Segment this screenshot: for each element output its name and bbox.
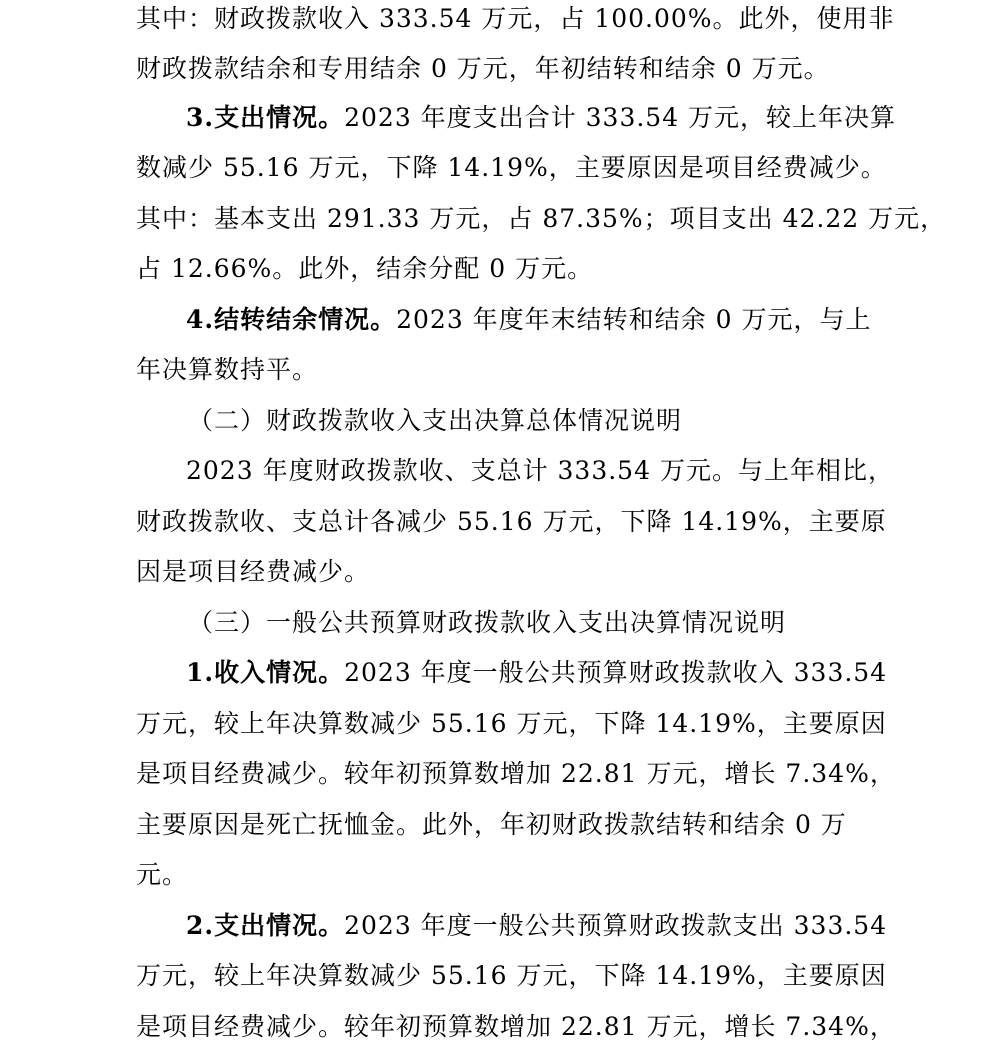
paragraph-line: 是项目经费减少。较年初预算数增加 22.81 万元，增长 7.34%， — [136, 1012, 896, 1041]
paragraph-line: 年决算数持平。 — [136, 355, 319, 384]
subsection-title: （三）一般公共预算财政拨款收入支出决算情况说明 — [188, 608, 787, 637]
paragraph-line: 财政拨款结余和专用结余 0 万元，年初结转和结余 0 万元。 — [136, 54, 830, 83]
paragraph-line: 万元，较上年决算数减少 55.16 万元，下降 14.19%，主要原因 — [136, 709, 887, 738]
paragraph-line: 是项目经费减少。较年初预算数增加 22.81 万元，增长 7.34%， — [136, 759, 896, 788]
section-heading: 4.结转结余情况。 — [186, 305, 397, 334]
section-line — [186, 303, 871, 337]
paragraph-line: 元。 — [136, 860, 189, 889]
section-text: 2023 年度年末结转和结余 0 万元，与上 — [396, 305, 872, 334]
paragraph-line: 占 12.66%。此外，结余分配 0 万元。 — [136, 254, 594, 283]
paragraph-line: 其中：基本支出 291.33 万元，占 87.35%；项目支出 42.22 万元， — [136, 204, 947, 233]
paragraph-line: 其中：财政拨款收入 333.54 万元，占 100.00%。此外，使用非 — [136, 4, 895, 33]
section-heading: 3.支出情况。 — [186, 103, 345, 132]
subsection-title: （二）财政拨款收入支出决算总体情况说明 — [188, 406, 683, 435]
paragraph-line: 数减少 55.16 万元，下降 14.19%，主要原因是项目经费减少。 — [136, 153, 887, 182]
section-heading: 2.支出情况。 — [186, 911, 345, 940]
paragraph-line: 万元，较上年决算数减少 55.16 万元，下降 14.19%，主要原因 — [136, 961, 887, 990]
section-text: 2023 年度支出合计 333.54 万元，较上年决算 — [344, 103, 897, 132]
paragraph-line: 主要原因是死亡抚恤金。此外，年初财政拨款结转和结余 0 万 — [136, 810, 847, 839]
section-line — [186, 101, 896, 135]
section-text: 2023 年度一般公共预算财政拨款收入 333.54 — [344, 658, 888, 687]
section-line — [186, 909, 887, 943]
section-line — [186, 656, 887, 690]
section-text: 2023 年度一般公共预算财政拨款支出 333.54 — [344, 911, 888, 940]
paragraph-line: 因是项目经费减少。 — [136, 557, 371, 586]
paragraph-line: 财政拨款收、支总计各减少 55.16 万元，下降 14.19%，主要原 — [136, 507, 887, 536]
paragraph-line: 2023 年度财政拨款收、支总计 333.54 万元。与上年相比， — [186, 456, 894, 485]
section-heading: 1.收入情况。 — [186, 658, 345, 687]
